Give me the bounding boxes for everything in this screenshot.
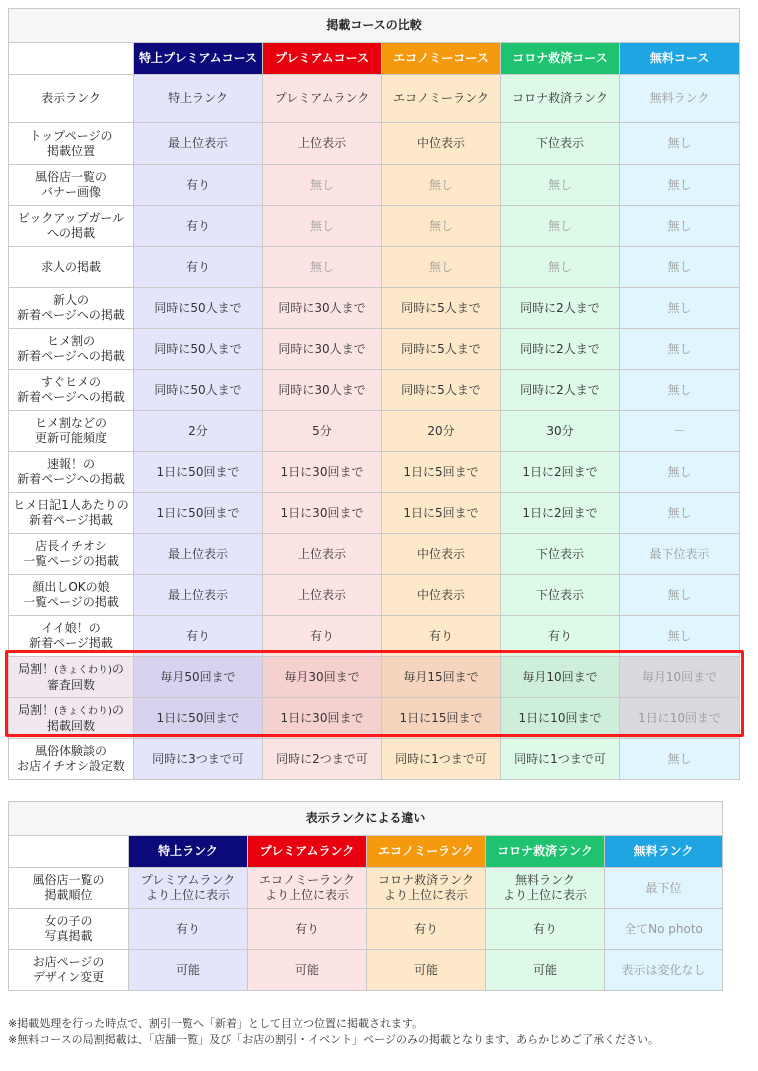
table-row <box>9 950 723 991</box>
table-cell: 同時に2つまで可 <box>263 739 382 780</box>
table-cell: プレミアムランク <box>263 75 382 123</box>
reading-annotation: (きょくわり) <box>54 705 112 717</box>
header-premium-rank: プレミアムランク <box>248 836 367 868</box>
table-cell: 無し <box>620 575 740 616</box>
header-corner <box>9 836 129 868</box>
header-tokujo-rank: 特上ランク <box>129 836 248 868</box>
table-row <box>9 165 740 206</box>
header-free-rank: 無料ランク <box>605 836 723 868</box>
table-cell: 1日に30回まで <box>263 698 382 739</box>
table-cell: 有り <box>486 909 605 950</box>
reading-annotation: (きょくわり) <box>54 664 112 676</box>
table-cell: 特上ランク <box>134 75 263 123</box>
table-row <box>9 452 740 493</box>
table-cell: 表示は変化なし <box>605 950 723 991</box>
table-row <box>9 575 740 616</box>
table-cell: 無し <box>620 288 740 329</box>
table-cell: 同時に30人まで <box>263 329 382 370</box>
header-corner <box>9 43 134 75</box>
header-economy-course: エコノミーコース <box>382 43 501 75</box>
row-label: ヒメ日記1人あたりの 新着ページ掲載 <box>9 493 134 534</box>
table-row <box>9 411 740 452</box>
table-cell: 無し <box>620 616 740 657</box>
row-label: 求人の掲載 <box>9 247 134 288</box>
table-cell: 全てNo photo <box>605 909 723 950</box>
table-cell: 有り <box>501 616 620 657</box>
table-cell: 1日に15回まで <box>382 698 501 739</box>
row-label: イイ娘！の 新着ページ掲載 <box>9 616 134 657</box>
table-cell: 同時に1つまで可 <box>382 739 501 780</box>
table-cell: 同時に5人まで <box>382 329 501 370</box>
rank-header-row <box>9 836 723 868</box>
table-row <box>9 123 740 165</box>
header-free-course: 無料コース <box>620 43 740 75</box>
table-cell: 上位表示 <box>263 534 382 575</box>
row-label: 店長イチオシ 一覧ページの掲載 <box>9 534 134 575</box>
table-cell: 有り <box>134 247 263 288</box>
table-row <box>9 493 740 534</box>
footnote: ※無料コースの局割掲載は、「店舗一覧」及び「お店の割引・イベント」ページのみの掲載となります、あらかじめご了承ください。 <box>8 1033 660 1046</box>
table-cell: 無し <box>382 247 501 288</box>
table-cell: 可能 <box>367 950 486 991</box>
table-cell: 無し <box>501 206 620 247</box>
table-cell: エコノミーランク より上位に表示 <box>248 868 367 909</box>
table-cell: 同時に2人まで <box>501 370 620 411</box>
table-cell: 毎月50回まで <box>134 657 263 698</box>
table-cell: 1日に30回まで <box>263 493 382 534</box>
display-rank-table <box>8 801 723 991</box>
table-cell: 下位表示 <box>501 534 620 575</box>
row-label: 表示ランク <box>9 75 134 123</box>
table-cell: 有り <box>263 616 382 657</box>
table-cell: 無料ランク より上位に表示 <box>486 868 605 909</box>
table-cell: コロナ救済ランク <box>501 75 620 123</box>
table-cell: 1日に30回まで <box>263 452 382 493</box>
table-cell: 1日に2回まで <box>501 452 620 493</box>
table-cell: 下位表示 <box>501 575 620 616</box>
table-cell: 可能 <box>486 950 605 991</box>
course-header-row <box>9 43 740 75</box>
table-cell: 無し <box>382 165 501 206</box>
table-cell: 有り <box>134 616 263 657</box>
table-cell: 有り <box>129 909 248 950</box>
table-cell: 同時に2人まで <box>501 288 620 329</box>
table-cell: 上位表示 <box>263 123 382 165</box>
table-cell: 下位表示 <box>501 123 620 165</box>
table-cell: 無し <box>620 329 740 370</box>
table-cell: 無し <box>620 739 740 780</box>
table-cell: 可能 <box>129 950 248 991</box>
row-label: 局割！(きょくわり)の 審査回数 <box>9 657 134 698</box>
table-cell: 無し <box>263 247 382 288</box>
table-cell: 可能 <box>248 950 367 991</box>
kyokuwari-highlight-box <box>5 650 744 737</box>
table-cell: 有り <box>248 909 367 950</box>
table-cell: 1日に50回まで <box>134 698 263 739</box>
table-row <box>9 247 740 288</box>
table-cell: 中位表示 <box>382 123 501 165</box>
table-cell: 毎月10回まで <box>620 657 740 698</box>
table-cell: 20分 <box>382 411 501 452</box>
table-cell: 最下位表示 <box>620 534 740 575</box>
table-row <box>9 909 723 950</box>
table-cell: 無し <box>263 206 382 247</box>
row-label: 風俗店一覧の 掲載順位 <box>9 868 129 909</box>
table-row <box>9 370 740 411</box>
table-cell: 1日に10回まで <box>620 698 740 739</box>
table-cell: 最上位表示 <box>134 534 263 575</box>
table-cell: 同時に50人まで <box>134 288 263 329</box>
table-cell: 有り <box>134 206 263 247</box>
table-cell: 同時に30人まで <box>263 370 382 411</box>
table-cell: 1日に5回まで <box>382 493 501 534</box>
table-cell: 1日に10回まで <box>501 698 620 739</box>
table-row <box>9 75 740 123</box>
table-cell: 無し <box>501 247 620 288</box>
footnote: ※掲載処理を行った時点で、割引一覧へ「新着」として目立つ位置に掲載されます。 <box>8 1017 424 1030</box>
table-cell: 無し <box>620 123 740 165</box>
table-cell: プレミアムランク より上位に表示 <box>129 868 248 909</box>
table-cell: 最下位 <box>605 868 723 909</box>
table-cell: 中位表示 <box>382 575 501 616</box>
row-label: 風俗店一覧の バナー画像 <box>9 165 134 206</box>
table-row <box>9 329 740 370</box>
row-label: 風俗体験談の お店イチオシ設定数 <box>9 739 134 780</box>
row-label: 速報！の 新着ページへの掲載 <box>9 452 134 493</box>
table-cell: 毎月15回まで <box>382 657 501 698</box>
table-cell: 無し <box>382 206 501 247</box>
table-cell: 同時に1つまで可 <box>501 739 620 780</box>
table-cell: 上位表示 <box>263 575 382 616</box>
table-cell: 有り <box>134 165 263 206</box>
header-corona-relief-course: コロナ救済コース <box>501 43 620 75</box>
row-label: ヒメ割の 新着ページへの掲載 <box>9 329 134 370</box>
table-cell: 同時に3つまで可 <box>134 739 263 780</box>
header-corona-relief-rank: コロナ救済ランク <box>486 836 605 868</box>
table-row <box>9 288 740 329</box>
row-label: 局割！(きょくわり)の 掲載回数 <box>9 698 134 739</box>
table-row <box>9 206 740 247</box>
row-label: お店ページの デザイン変更 <box>9 950 129 991</box>
table-cell: 無し <box>620 165 740 206</box>
table-cell: 無し <box>263 165 382 206</box>
table-cell: 2分 <box>134 411 263 452</box>
row-label: ヒメ割などの 更新可能頻度 <box>9 411 134 452</box>
display-rank-title: 表示ランクによる違い <box>9 802 723 836</box>
table-cell: 同時に30人まで <box>263 288 382 329</box>
header-economy-rank: エコノミーランク <box>367 836 486 868</box>
row-label: すぐヒメの 新着ページへの掲載 <box>9 370 134 411</box>
table-cell: エコノミーランク <box>382 75 501 123</box>
table-cell: 最上位表示 <box>134 123 263 165</box>
table-cell: 同時に2人まで <box>501 329 620 370</box>
table-cell: 無し <box>620 370 740 411</box>
table-cell: 無し <box>620 452 740 493</box>
table-row <box>9 739 740 780</box>
table-cell: 無料ランク <box>620 75 740 123</box>
table-cell: 毎月10回まで <box>501 657 620 698</box>
row-label: 顔出しOKの娘 一覧ページの掲載 <box>9 575 134 616</box>
table-cell: 同時に5人まで <box>382 370 501 411</box>
course-comparison-title: 掲載コースの比較 <box>9 9 740 43</box>
table-cell: 1日に50回まで <box>134 452 263 493</box>
table-cell: 有り <box>382 616 501 657</box>
row-label: 女の子の 写真掲載 <box>9 909 129 950</box>
header-tokujo-premium-course: 特上プレミアムコース <box>134 43 263 75</box>
table-cell: 30分 <box>501 411 620 452</box>
table-cell: 毎月30回まで <box>263 657 382 698</box>
table-cell: 同時に50人まで <box>134 329 263 370</box>
table-cell: 無し <box>620 247 740 288</box>
table-cell: － <box>620 411 740 452</box>
row-label: 新人の 新着ページへの掲載 <box>9 288 134 329</box>
footnotes <box>8 1016 753 1048</box>
table-cell: 1日に5回まで <box>382 452 501 493</box>
row-label: ピックアップガール への掲載 <box>9 206 134 247</box>
table-cell: 無し <box>501 165 620 206</box>
table-cell: 有り <box>367 909 486 950</box>
table-cell: コロナ救済ランク より上位に表示 <box>367 868 486 909</box>
table-cell: 5分 <box>263 411 382 452</box>
table-cell: 最上位表示 <box>134 575 263 616</box>
table-cell: 無し <box>620 206 740 247</box>
table-cell: 中位表示 <box>382 534 501 575</box>
table-row <box>9 868 723 909</box>
header-premium-course: プレミアムコース <box>263 43 382 75</box>
table-row <box>9 534 740 575</box>
table-cell: 同時に50人まで <box>134 370 263 411</box>
table-cell: 同時に5人まで <box>382 288 501 329</box>
table-cell: 1日に2回まで <box>501 493 620 534</box>
table-cell: 1日に50回まで <box>134 493 263 534</box>
table-cell: 無し <box>620 493 740 534</box>
row-label: トップページの 掲載位置 <box>9 123 134 165</box>
